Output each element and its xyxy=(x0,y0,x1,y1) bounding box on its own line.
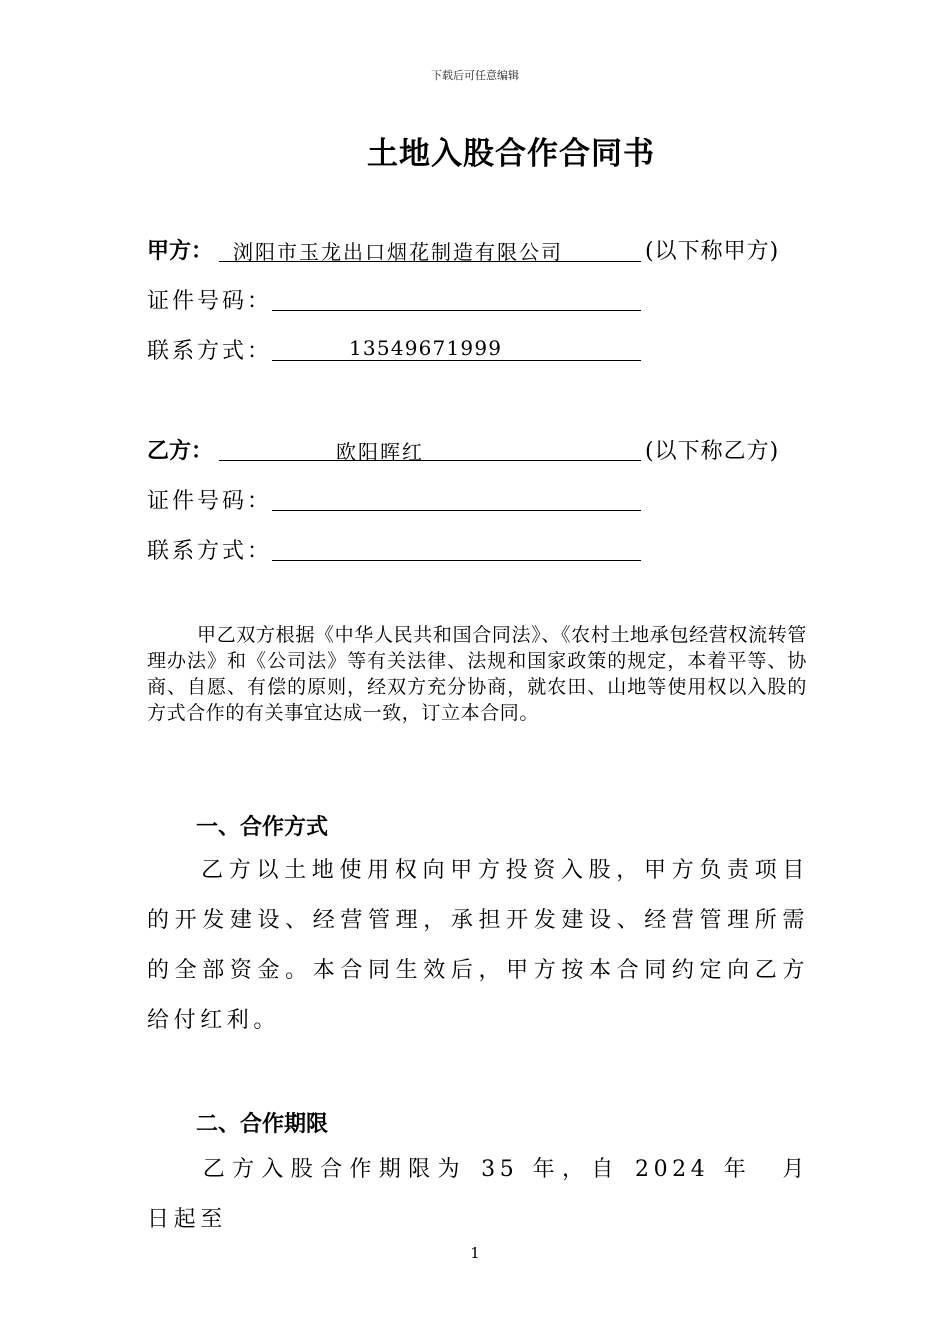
party-a-contact-value: 13549671999 xyxy=(349,336,503,360)
section-1-text: 乙方以土地使用权向甲方投资入股，甲方负责项目的开发建设、经营管理，承担开发建设、经营管理所需的全部资金。本合同生效后，甲方按本合同约定向乙方给付红利。 xyxy=(147,858,809,1033)
section-1-body xyxy=(147,846,809,1046)
party-a-name: 浏阳市玉龙出口烟花制造有限公司 xyxy=(233,240,563,264)
party-b-suffix: (以下称乙方) xyxy=(645,439,780,464)
party-b-contact-label: 联系方式： xyxy=(147,539,273,564)
section-2-heading: 二、合作期限 xyxy=(196,1112,329,1137)
party-b-name: 欧阳晖红 xyxy=(336,440,424,464)
page-number: 1 xyxy=(470,1244,480,1262)
section-2-text: 乙方入股合作期限为 35 年，自 2024 年 月 日起至 xyxy=(147,1157,836,1232)
header-note: 下载后可任意编辑 xyxy=(431,69,519,82)
party-b-id-label: 证件号码： xyxy=(147,489,273,514)
section-2-body xyxy=(147,1145,836,1245)
party-a-contact-label: 联系方式： xyxy=(147,339,273,364)
party-b-id-underline xyxy=(272,510,641,511)
party-b-label: 乙方： xyxy=(147,439,214,464)
document-title: 土地入股合作合同书 xyxy=(367,136,655,172)
party-a-id-underline xyxy=(272,310,641,311)
section-1-heading: 一、合作方式 xyxy=(196,815,329,840)
intro-paragraph xyxy=(147,622,807,726)
intro-text: 甲乙双方根据《中华人民共和国合同法》、《农村土地承包经营权流转管理办法》和《公司法》等有关法律、法规和国家政策的规定，本着平等、协商、自愿、有偿的原则，经双方充分协商，就农田、山地等使用权以入股的方式合作的有关事宜达成一致，订立本合同。 xyxy=(147,624,807,724)
party-a-contact-underline xyxy=(272,360,641,361)
party-a-id-label: 证件号码： xyxy=(147,289,273,314)
party-b-contact-underline xyxy=(272,560,641,561)
party-a-suffix: (以下称甲方) xyxy=(645,239,780,264)
party-a-label: 甲方： xyxy=(147,239,214,264)
party-b-name-underline xyxy=(219,460,641,461)
